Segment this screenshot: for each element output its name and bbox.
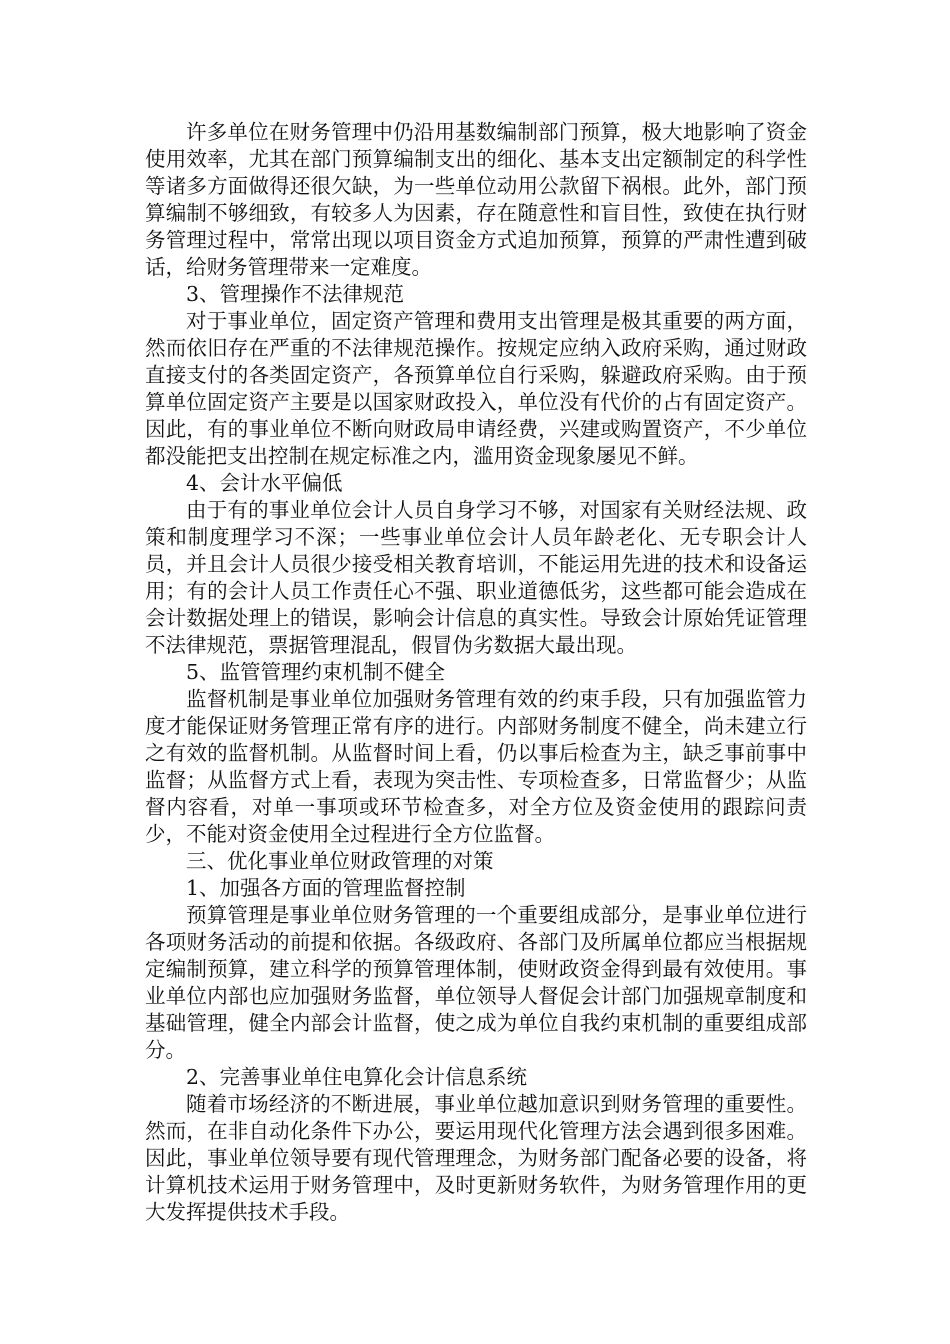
heading-operation-irregular: 3、管理操作不法律规范: [186, 282, 405, 306]
paragraph-accounting-staff: 由于有的事业单位会计人员自身学习不够，对国家有关财经法规、政策和制度理学习不深；一些事业单位会计人员年龄老化、无专职会计人员，并且会计人员很少接受相关教育培训，不能运用先进的技术和设备运用；有的会计人员工作责任心不强、职业道德低劣，这些都可能会造成在会计数据处理上的错误，影响会计信息的真实性。导致会计原始凭证管理不法律规范，票据管理混乱，假冒伪劣数据大最出现。: [145, 498, 807, 657]
heading-computerized-accounting: 2、完善事业单住电算化会计信息系统: [186, 1065, 528, 1089]
document-body: [145, 119, 807, 1226]
heading-supervision-mechanism: 5、监管管理约束机制不健全: [186, 660, 446, 684]
paragraph-budget-issues: 许多单位在财务管理中仍沿用基数编制部门预算，极大地影响了资金使用效率，尤其在部门预算编制支出的细化、基本支出定额制定的科学性等诸多方面做得还很欠缺，为一些单位动用公款留下祸根。此外，部门预算编制不够细致，有较多人为因素，存在随意性和盲目性，致使在执行财务管理过程中，常常出现以项目资金方式追加预算，预算的严肃性遭到破话，给财务管理带来一定难度。: [145, 120, 807, 279]
paragraph-computerization: 随着市场经济的不断进展，事业单位越加意识到财务管理的重要性。然而，在非自动化条件下办公，要运用现代化管理方法会遇到很多困难。因此，事业单位领导要有现代管理理念，为财务部门配备必要的设备，将计算机技术运用于财务管理中，及时更新财务软件，为财务管理作用的更大发挥提供技术手段。: [145, 1092, 807, 1224]
paragraph-supervision: 监督机制是事业单位加强财务管理有效的约束手段，只有加强监管力度才能保证财务管理正常有序的进行。内部财务制度不健全，尚未建立行之有效的监督机制。从监督时间上看，仍以事后检查为主，缺乏事前事中监督；从监督方式上看，表现为突击性、专项检查多，日常监督少；从监督内容看，对单一事项或环节检查多，对全方位及资金使用的跟踪问责少，不能对资金使用全过程进行全方位监督。: [145, 687, 807, 846]
heading-accounting-level: 4、会计水平偏低: [186, 471, 343, 495]
heading-strengthen-supervision: 1、加强各方面的管理监督控制: [186, 876, 466, 900]
paragraph-asset-management: 对于事业单位，固定资产管理和费用支出管理是极其重要的两方面，然而依旧存在严重的不法律规范操作。按规定应纳入政府采购，通过财政直接支付的各类固定资产，各预算单位自行采购，躲避政府采购。由于预算单位固定资产主要是以国家财政投入，单位没有代价的占有固定资产。因此，有的事业单位不断向财政局申请经费，兴建或购置资产，不少单位都没能把支出控制在规定标准之内，滥用资金现象屡见不鲜。: [145, 309, 807, 468]
heading-section-three: 三、优化事业单位财政管理的对策: [186, 849, 494, 873]
paragraph-budget-management: 预算管理是事业单位财务管理的一个重要组成部分，是事业单位进行各项财务活动的前提和依据。各级政府、各部门及所属单位都应当根据规定编制预算，建立科学的预算管理体制，使财政资金得到最有效使用。事业单位内部也应加强财务监督，单位领导人督促会计部门加强规章制度和基础管理，健全内部会计监督，使之成为单位自我约束机制的重要组成部分。: [145, 903, 807, 1062]
